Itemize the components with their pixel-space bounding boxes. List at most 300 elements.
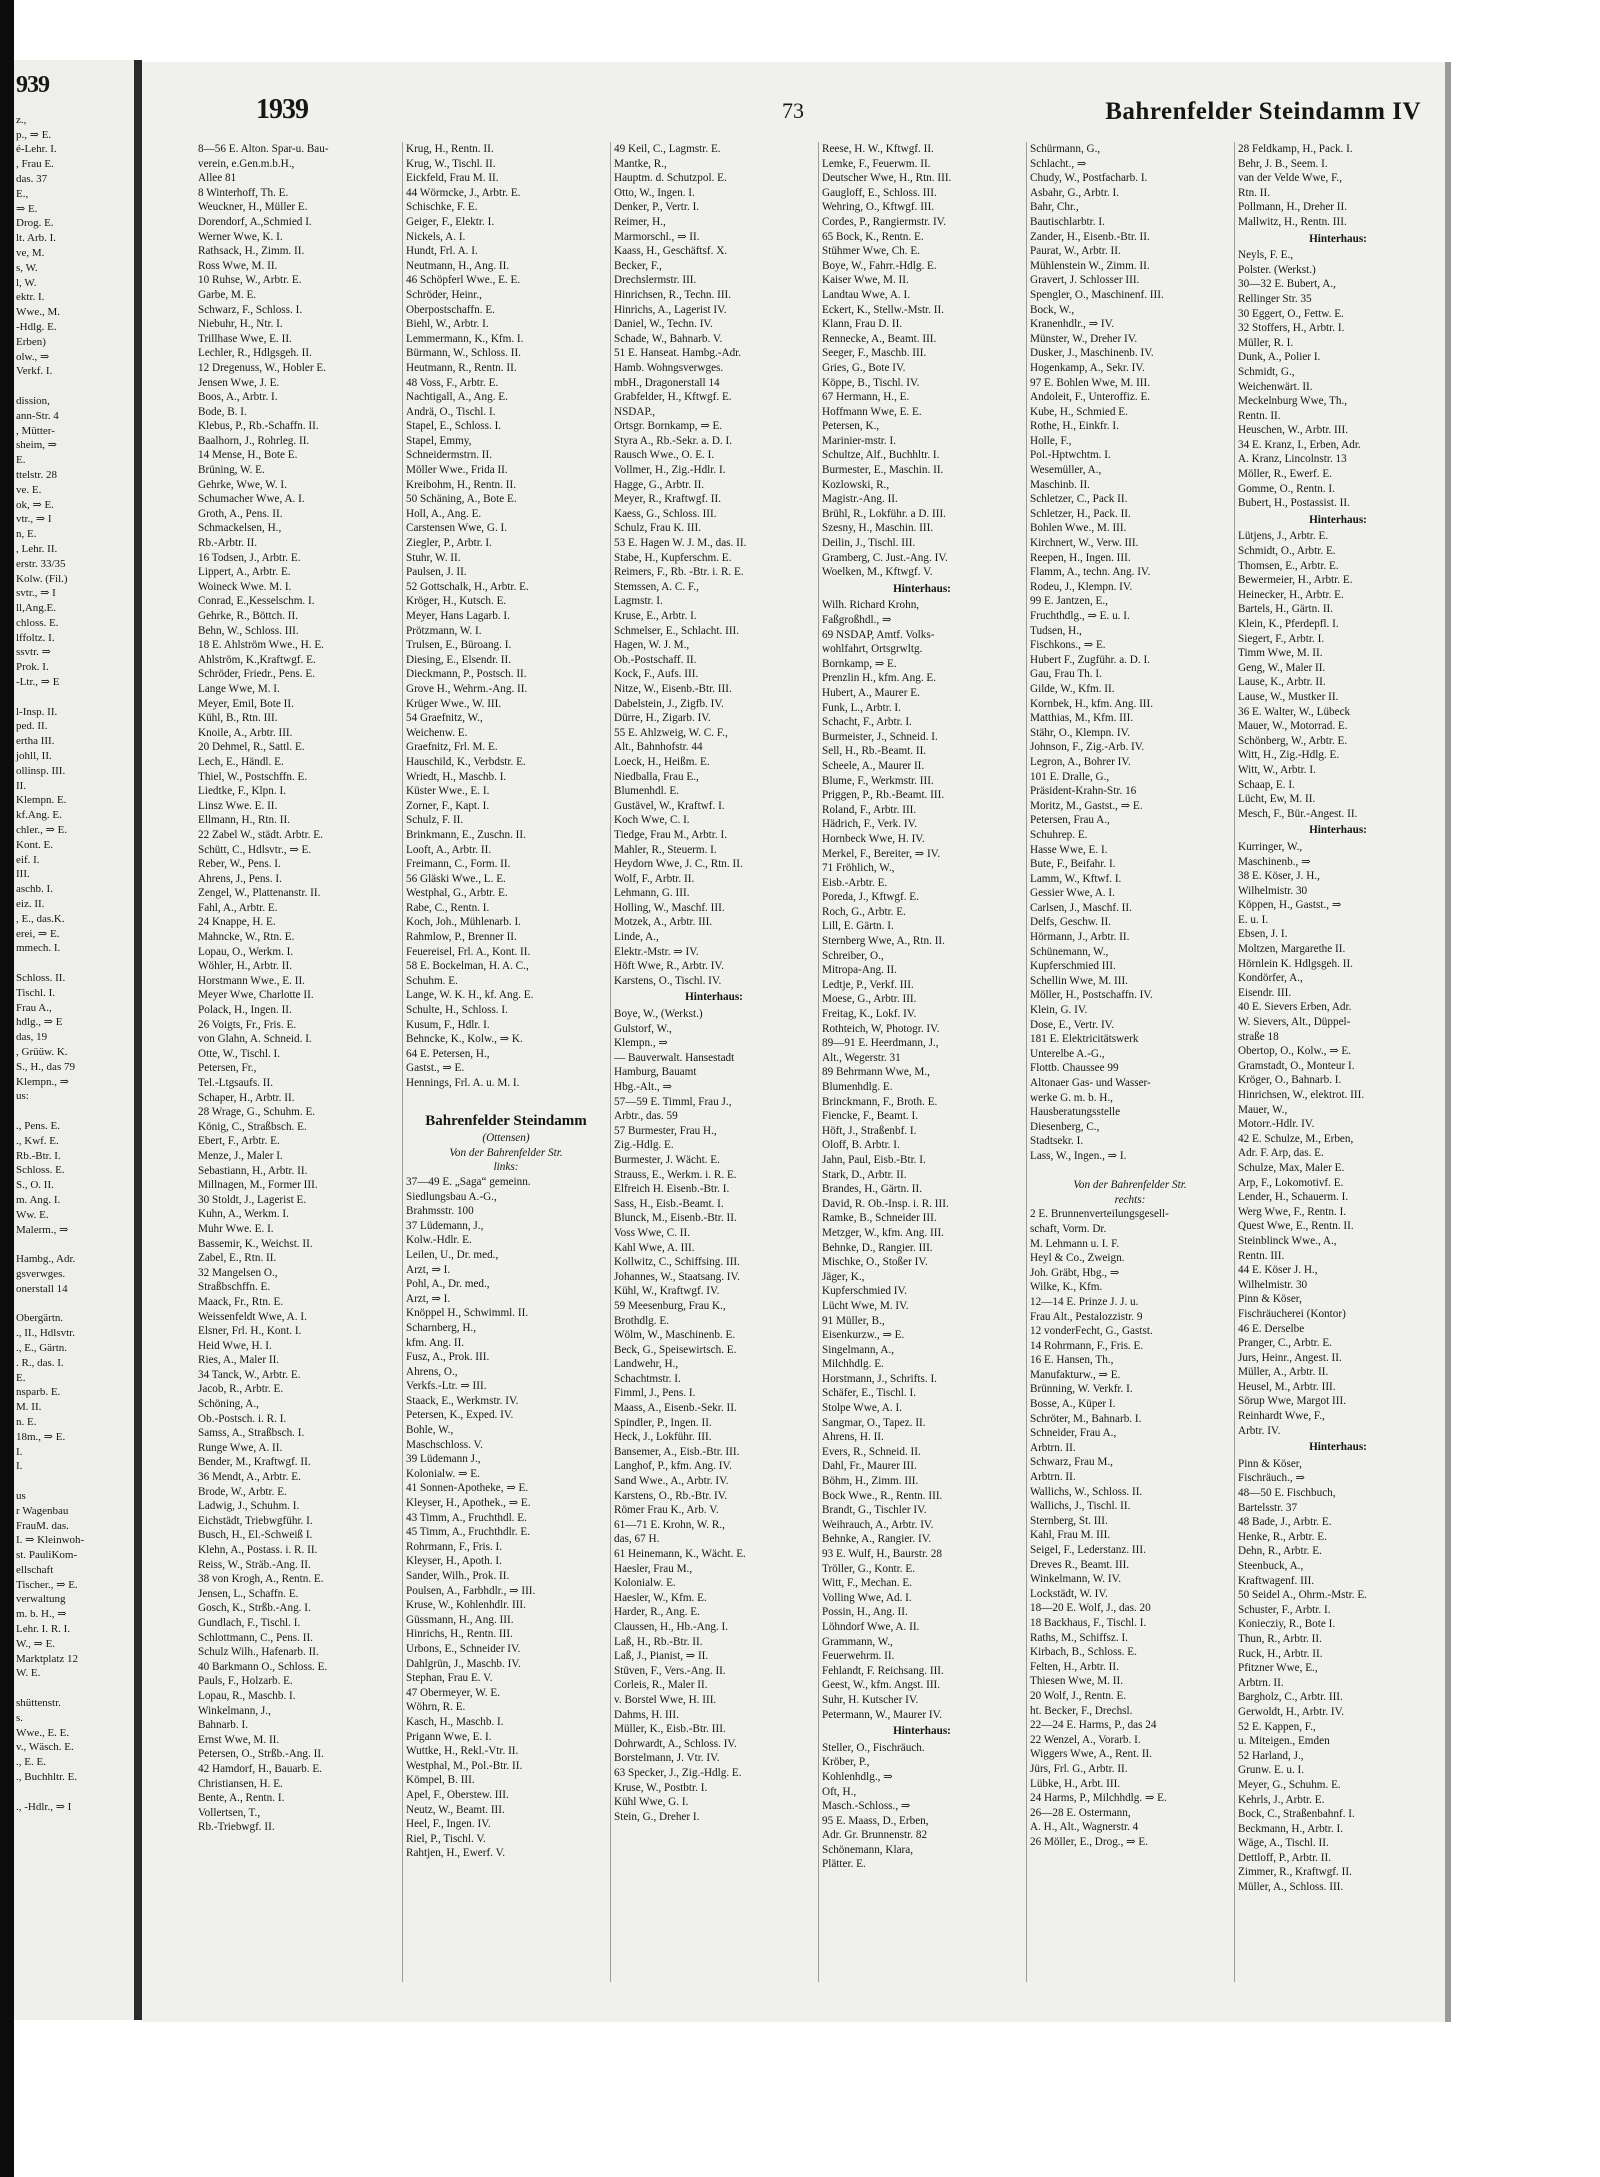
directory-entry: 52 Gottschalk, H., Arbtr. E. xyxy=(406,580,529,593)
directory-entry: Langhof, P., kfm. Ang. IV. xyxy=(614,1460,732,1473)
directory-entry: Böhm, H., Zimm. III. xyxy=(822,1475,919,1488)
directory-entry: Boye, W., (Werkst.) xyxy=(614,1008,703,1021)
directory-entry: Szesny, H., Maschin. III. xyxy=(822,522,934,535)
directory-entry: Weihrauch, A., Arbtr. IV. xyxy=(822,1518,934,1531)
directory-entry: Claussen, H., Hb.-Ang. I. xyxy=(614,1620,729,1633)
directory-entry: 89 Behrmann Wwe, M., xyxy=(822,1066,930,1079)
directory-entry: 52 E. Kappen, F., xyxy=(1238,1720,1316,1733)
directory-entry: Prötzmann, W. I. xyxy=(406,624,482,637)
directory-entry: Westphal, G., Arbtr. E. xyxy=(406,887,508,900)
directory-entry: Klein, K., Pferdepfl. I. xyxy=(1238,618,1339,630)
directory-entry: Blume, F., Werkmstr. III. xyxy=(822,774,934,787)
directory-entry: Kolonialw. ⇒ E. xyxy=(406,1467,480,1480)
directory-entry: Grammann, W., xyxy=(822,1635,893,1648)
directory-entry: Dettloff, P., Arbtr. II. xyxy=(1238,1851,1332,1864)
directory-entry: Sörup Wwe, Margot III. xyxy=(1238,1395,1347,1408)
directory-entry: Burmester, J. Wächt. E. xyxy=(614,1153,720,1166)
directory-entry: Bewermeier, H., Arbtr. E. xyxy=(1238,574,1353,587)
prev-page-line: chler., ⇒ E. xyxy=(16,824,68,837)
directory-entry: Kruse, W., Kohlenhdlr. III. xyxy=(406,1599,526,1612)
directory-entry: Ruck, H., Arbtr. II. xyxy=(1238,1647,1323,1660)
directory-entry: Schade, W., Bahnarb. V. xyxy=(614,332,723,345)
directory-entry: Mallwitz, H., Rentn. III. xyxy=(1238,215,1347,228)
directory-entry: Dreves R., Beamt. III. xyxy=(1030,1558,1130,1571)
directory-entry: Brahmsstr. 100 xyxy=(406,1205,474,1218)
prev-page-line: johll, II. xyxy=(16,750,52,763)
directory-entry: NSDAP., xyxy=(614,405,656,418)
directory-entry: Behr, J. B., Seem. I. xyxy=(1238,157,1328,170)
directory-entry: Pranger, C., Arbtr. E. xyxy=(1238,1337,1333,1350)
prev-page-line: onerstall 14 xyxy=(16,1282,68,1295)
prev-page-line: -Ltr., ⇒ E xyxy=(16,676,60,689)
directory-entry: Seeger, F., Maschb. III. xyxy=(822,347,927,360)
directory-entry: Dose, E., Vertr. IV. xyxy=(1030,1018,1115,1031)
directory-entry: Wuttke, H., Rekl.-Vtr. II. xyxy=(406,1745,519,1758)
directory-entry: Marinier-mstr. I. xyxy=(822,434,897,447)
directory-entry: Kuhn, A., Werkm. I. xyxy=(198,1208,289,1221)
prev-page-line: I. xyxy=(16,1460,23,1473)
directory-entry: 22 Zabel W., städt. Arbtr. E. xyxy=(198,828,323,841)
directory-entry: Bargholz, C., Arbtr. III. xyxy=(1238,1691,1343,1704)
directory-entry: Oloff, B. Arbtr. I. xyxy=(822,1139,900,1152)
directory-entry: 71 Fröhlich, W., xyxy=(822,862,895,875)
directory-entry: Heinecker, H., Arbtr. E. xyxy=(1238,588,1344,601)
directory-entry: Andrä, O., Tischl. I. xyxy=(406,405,496,418)
prev-page-line: ped. II. xyxy=(16,720,48,733)
directory-entry: Diesenberg, C., xyxy=(1030,1120,1100,1133)
directory-entry: Schulte, H., Schloss. I. xyxy=(406,1004,508,1017)
directory-entry: Müller, A., Schloss. III. xyxy=(1238,1881,1344,1894)
prev-page-line: erstr. 33/35 xyxy=(16,557,66,570)
directory-entry: Gosch, K., Strßb.-Ang. I. xyxy=(198,1602,311,1615)
directory-entry: 56 Gläski Wwe., L. E. xyxy=(406,872,506,885)
directory-entry: Zimmer, R., Kraftwgf. II. xyxy=(1238,1866,1352,1879)
directory-entry: rechts: xyxy=(1114,1193,1146,1206)
directory-entry: Freimann, C., Form. II. xyxy=(406,858,511,871)
directory-entry: Stühmer Wwe, Ch. E. xyxy=(822,245,920,258)
previous-page-fragment xyxy=(14,60,134,2020)
directory-entry: Millnagen, M., Former III. xyxy=(198,1179,318,1192)
directory-entry: Arbtrn. II. xyxy=(1030,1441,1076,1454)
directory-entry: Hamburg, Bauamt xyxy=(614,1066,697,1079)
directory-entry: Pollmann, H., Dreher II. xyxy=(1238,201,1348,214)
directory-entry: Horstmann Wwe., E. II. xyxy=(198,974,305,987)
header-year: 1939 xyxy=(256,94,308,125)
prev-page-line: ., -Hdlr., ⇒ I xyxy=(16,1800,72,1813)
prev-page-line: sheim, ⇒ xyxy=(16,439,57,452)
prev-page-line: , Grüüw. K. xyxy=(16,1046,68,1058)
prev-page-line xyxy=(14,1681,134,1696)
hinterhaus-heading: Hinterhaus: xyxy=(1309,1441,1367,1454)
directory-entry: Sternberg Wwe, A., Rtn. II. xyxy=(822,935,945,948)
directory-column-1 xyxy=(198,142,398,1982)
directory-entry: Schaper, H., Arbtr. II. xyxy=(198,1091,295,1104)
directory-entry: Möller, H., Postschaffn. IV. xyxy=(1030,989,1153,1002)
prev-page-line: eif. I. xyxy=(16,853,40,866)
directory-entry: Masch.-Schloss., ⇒ xyxy=(822,1800,911,1813)
directory-entry: Höft, J., Straßenbf. I. xyxy=(822,1124,917,1137)
directory-entry: Deilin, J., Tischl. III. xyxy=(822,537,916,550)
directory-entry: Verkfs.-Ltr. ⇒ III. xyxy=(406,1380,487,1393)
directory-entry: Funk, L., Arbtr. I. xyxy=(822,701,901,714)
directory-entry: Blumenhdlg. E. xyxy=(822,1081,893,1093)
directory-entry: Garbe, M. E. xyxy=(198,288,257,301)
directory-entry: Thiel, W., Postschffn. E. xyxy=(198,770,308,783)
prev-page-year: 939 xyxy=(16,72,49,98)
directory-entry: Nachtigall, A., Ang. E. xyxy=(406,391,508,404)
directory-entry: (Ottensen) xyxy=(482,1132,530,1145)
directory-entry: Reese, H. W., Kftwgf. II. xyxy=(822,143,934,155)
directory-entry: Lehmann, G. III. xyxy=(614,887,690,900)
prev-page-line: ellschaft xyxy=(16,1563,54,1576)
directory-entry: Schlottmann, C., Pens. II. xyxy=(198,1631,313,1644)
directory-entry: Kaass, H., Geschäftsf. X. xyxy=(614,245,728,258)
directory-entry: Gramstadt, O., Monteur I. xyxy=(1238,1059,1355,1072)
directory-entry: Thomsen, E., Arbtr. E. xyxy=(1238,559,1339,572)
directory-entry: Schmackelsen, H., xyxy=(198,522,282,535)
directory-entry: Maschinenb., ⇒ xyxy=(1238,855,1311,868)
directory-entry: 61 Heinemann, K., Wächt. E. xyxy=(614,1548,746,1560)
prev-page-line: svtr., ⇒ I xyxy=(16,587,56,600)
directory-entry: Klann, Frau D. II. xyxy=(822,318,903,331)
directory-entry: Stähr, O., Klempn. IV. xyxy=(1030,726,1131,739)
prev-page-line: II. xyxy=(16,779,27,792)
directory-entry: Westphal, M., Pol.-Btr. II. xyxy=(406,1759,523,1772)
directory-entry: 43 Timm, A., Fruchthdl. E. xyxy=(406,1511,527,1524)
page-edge xyxy=(1445,62,1451,2022)
directory-entry: Fimml, J., Pens. I. xyxy=(614,1387,696,1400)
prev-page-line xyxy=(14,956,134,971)
directory-entry: Lill, E. Gärtn. I. xyxy=(822,920,894,933)
prev-page-line: E. xyxy=(16,454,26,467)
prev-page-line: Marktplatz 12 xyxy=(16,1652,79,1665)
directory-entry: 51 E. Hanseat. Hambg.-Adr. xyxy=(614,347,742,360)
directory-entry: Jäger, K., xyxy=(822,1270,865,1283)
directory-entry: Kröber, P., xyxy=(822,1756,870,1769)
directory-entry: Geng, W., Maler II. xyxy=(1238,661,1326,674)
directory-entry: Steinblinck Wwe., A., xyxy=(1238,1234,1337,1247)
directory-entry: Heel, F., Ingen. IV. xyxy=(406,1818,491,1831)
directory-entry: Bock, C., Straßenbahnf. I. xyxy=(1238,1808,1355,1821)
directory-entry: Schröter, M., Bahnarb. I. xyxy=(1030,1412,1142,1425)
directory-entry: Quest Wwe, E., Rentn. II. xyxy=(1238,1220,1354,1233)
directory-entry: Eichstädt, Triebwgführ. I. xyxy=(198,1514,313,1527)
directory-entry: 97 E. Bohlen Wwe, M. III. xyxy=(1030,376,1151,389)
directory-entry: Moltzen, Margarethe II. xyxy=(1238,943,1346,956)
directory-entry: 37 Lüdemann, J., xyxy=(406,1219,484,1232)
directory-entry: Stemssen, A. C. F., xyxy=(614,580,699,593)
prev-page-line: Klempn., ⇒ xyxy=(16,1075,69,1088)
directory-entry: Scharnberg, H., xyxy=(406,1321,477,1334)
directory-entry: Sangmar, O., Tapez. II. xyxy=(822,1416,926,1429)
directory-entry: Wesemüller, A., xyxy=(1030,464,1102,477)
directory-entry: Eisendr. III. xyxy=(1238,986,1292,999)
directory-entry: 67 Hermann, H., E. xyxy=(822,391,910,404)
directory-entry: Tröller, G., Kontr. E. xyxy=(822,1562,915,1575)
directory-entry: Liedtke, F., Klpn. I. xyxy=(198,785,286,798)
directory-entry: Lemmermann, K., Kfm. I. xyxy=(406,332,524,345)
directory-entry: Pinn & Köser, xyxy=(1238,1293,1302,1306)
directory-entry: Knöppel H., Schwimml. II. xyxy=(406,1307,529,1320)
directory-entry: Rahtjen, H., Ewerf. V. xyxy=(406,1847,506,1860)
directory-entry: Timm Wwe, M. II. xyxy=(1238,647,1323,660)
prev-page-line: ll,Ang.E. xyxy=(16,602,57,615)
directory-entry: Moese, G., Arbtr. III. xyxy=(822,993,917,1006)
prev-page-line: vtr., ⇒ I xyxy=(16,513,52,526)
directory-entry: Seigel, F., Lederstanz. III. xyxy=(1030,1544,1146,1556)
directory-entry: Stark, D., Arbtr. II. xyxy=(822,1168,907,1181)
prev-page-line: v., Wäsch. E. xyxy=(16,1741,74,1754)
directory-entry: ht. Becker, F., Drechsl. xyxy=(1030,1704,1133,1717)
directory-entry: Lechler, R., Hdlgsgeh. II. xyxy=(198,347,312,360)
directory-entry: Rodeu, J., Klempn. IV. xyxy=(1030,580,1133,593)
directory-entry: 53 E. Hagen W. J. M., das. II. xyxy=(614,537,747,550)
prev-page-line xyxy=(14,1474,134,1489)
directory-entry: Mahler, R., Steuerm. I. xyxy=(614,843,717,856)
directory-entry: Schulz, Frau K. III. xyxy=(614,522,701,535)
prev-page-line: Schloss. II. xyxy=(16,972,66,985)
directory-entry: Bohle, W., xyxy=(406,1424,454,1437)
directory-entry: Arzt, ⇒ I. xyxy=(406,1292,451,1305)
directory-entry: Faßgroßhdl., ⇒ xyxy=(822,614,892,626)
directory-entry: Arp, F., Lokomotivf. E. xyxy=(1238,1176,1344,1189)
directory-entry: Köppen, H., Gastst., ⇒ xyxy=(1238,899,1342,912)
directory-entry: Kock, F., Aufs. III. xyxy=(614,668,699,681)
prev-page-line: hdlg., ⇒ E xyxy=(16,1016,63,1029)
directory-entry: Burmester, E., Maschin. II. xyxy=(822,464,944,477)
directory-entry: Jensen, L., Schaffn. E. xyxy=(198,1587,299,1600)
directory-entry: 57 Burmester, Frau H., xyxy=(614,1124,717,1137)
directory-entry: Ob.-Postschaff. II. xyxy=(614,653,697,666)
directory-entry: Menze, J., Maler I. xyxy=(198,1149,283,1162)
directory-entry: Vollertsen, T., xyxy=(198,1806,261,1819)
directory-entry: Gomme, O., Rentn. I. xyxy=(1238,482,1335,495)
directory-entry: 16 E. Hansen, Th., xyxy=(1030,1354,1114,1367)
directory-entry: 36 Mendt, A., Arbtr. E. xyxy=(198,1471,301,1484)
page-number: 73 xyxy=(782,98,804,123)
directory-entry: Weichenw. E. xyxy=(406,726,468,739)
prev-page-line: ., Pens. E. xyxy=(16,1119,60,1132)
directory-entry: Knoile, A., Arbtr. III. xyxy=(198,726,293,739)
directory-entry: Hasse Wwe, E. I. xyxy=(1030,843,1108,856)
directory-entry: Kupferschmied III. xyxy=(1030,960,1116,973)
directory-entry: Kolonialw. E. xyxy=(614,1577,676,1590)
prev-page-line: ertha III. xyxy=(16,735,55,748)
directory-entry: Stuhr, W. II. xyxy=(406,551,461,564)
directory-entry: Frau Alt., Pestalozzistr. 9 xyxy=(1030,1310,1143,1323)
prev-page-line: Ww. E. xyxy=(16,1208,49,1221)
directory-entry: Brühl, R., Lokführ. a D. III. xyxy=(822,507,946,520)
directory-entry: 18 E. Ahlström Wwe., H. E. xyxy=(198,639,324,652)
prev-page-line: olw., ⇒ xyxy=(16,350,50,363)
directory-entry: Brothdlg. E. xyxy=(614,1314,670,1327)
directory-entry: Sander, Wilh., Prok. II. xyxy=(406,1570,510,1582)
directory-entry: 24 Knappe, H. E. xyxy=(198,916,276,929)
directory-entry: Wilke, K., Kfm. xyxy=(1030,1281,1103,1294)
directory-entry: Holling, W., Maschf. III. xyxy=(614,901,725,914)
directory-entry: Weichenwärt. II. xyxy=(1238,380,1313,393)
prev-page-line: st. PauliKom- xyxy=(16,1549,78,1562)
directory-entry: Ahrens, O., xyxy=(406,1365,458,1378)
directory-entry: 40 E. Sievers Erben, Adr. xyxy=(1238,1001,1352,1014)
directory-entry: v. Borstel Wwe, H. III. xyxy=(614,1693,717,1706)
prev-page-line: erei, ⇒ E. xyxy=(16,927,60,940)
directory-entry: Tiedge, Frau M., Arbtr. I. xyxy=(614,828,728,841)
directory-entry: Tudsen, H., xyxy=(1030,624,1082,637)
directory-entry: Singelmann, A., xyxy=(822,1343,895,1356)
prev-page-line: , Lehr. II. xyxy=(16,542,58,555)
directory-entry: Fischkons., ⇒ E. xyxy=(1030,639,1106,652)
directory-entry: Hogenkamp, A., Sekr. IV. xyxy=(1030,361,1145,374)
directory-entry: Holle, F., xyxy=(1030,434,1072,447)
directory-entry: Wolf, F., Arbtr. II. xyxy=(614,872,695,885)
prev-page-line: M. II. xyxy=(16,1401,42,1414)
directory-entry: Geest, W., kfm. Angst. III. xyxy=(822,1679,941,1692)
directory-entry: 69 NSDAP, Amtf. Volks- xyxy=(822,628,935,641)
directory-column-4 xyxy=(822,142,1022,1982)
street-section-heading: Bahrenfelder Steindamm xyxy=(425,1113,587,1130)
directory-entry: Wiggers Wwe, A., Rent. II. xyxy=(1030,1748,1153,1761)
directory-entry: Legron, A., Bohrer IV. xyxy=(1030,755,1131,768)
directory-entry: Ortsgr. Bornkamp, ⇒ E. xyxy=(614,420,723,433)
directory-entry: 22—24 E. Harms, P., das 24 xyxy=(1030,1719,1157,1732)
directory-entry: Zig.-Hdlg. E. xyxy=(614,1139,674,1152)
directory-entry: Brinckmann, F., Broth. E. xyxy=(822,1095,938,1108)
directory-entry: Tel.-Ltgsaufs. II. xyxy=(198,1077,274,1089)
directory-entry: 89—91 E. Heerdmann, J., xyxy=(822,1037,939,1050)
directory-entry: Strauss, E., Werkm. i. R. E. xyxy=(614,1168,737,1181)
directory-entry: 8—56 E. Alton. Spar-u. Bau- xyxy=(198,143,329,155)
directory-entry: Fischräuch., ⇒ xyxy=(1238,1472,1305,1485)
prev-page-line: é-Lehr. I. xyxy=(16,143,57,156)
directory-entry: Styra A., Rb.-Sekr. a. D. I. xyxy=(614,434,733,447)
prev-page-line: Hambg., Adr. xyxy=(16,1253,76,1266)
directory-entry: Niedballa, Frau E., xyxy=(614,770,699,783)
directory-entry: 34 Tanck, W., Arbtr. E. xyxy=(198,1368,301,1381)
directory-entry: Grabfelder, H., Kftwgf. E. xyxy=(614,391,732,404)
directory-entry: Schultze, Alf., Buchhltr. I. xyxy=(822,449,940,462)
directory-column-2 xyxy=(406,142,606,1982)
directory-entry: Gulstorf, W., xyxy=(614,1022,672,1035)
directory-entry: Hörnlein K. Hdlgsgeh. II. xyxy=(1238,957,1353,970)
directory-entry: Trillhase Wwe, E. II. xyxy=(198,332,292,345)
prev-page-line: , Mütter- xyxy=(16,424,55,437)
directory-entry: Neutz, W., Beamt. III. xyxy=(406,1803,505,1816)
directory-entry: Unterelbe A.-G., xyxy=(1030,1047,1105,1060)
directory-entry: Schulz, F. II. xyxy=(406,814,464,827)
directory-entry: Hagen, W. J. M., xyxy=(614,639,690,652)
directory-entry: Kozlowski, R., xyxy=(822,478,890,491)
directory-entry: Weissenfeldt Wwe, A. I. xyxy=(198,1310,307,1323)
column-rule xyxy=(1234,142,1235,1982)
directory-entry: A. H., Alt., Wagnerstr. 4 xyxy=(1030,1821,1139,1834)
directory-entry: 93 E. Wulf, H., Baurstr. 28 xyxy=(822,1548,942,1560)
directory-entry: Schuhm. E. xyxy=(406,974,458,987)
directory-entry: Blunck, M., Eisenb.-Btr. II. xyxy=(614,1212,737,1225)
directory-entry: Löhndorf Wwe, A. II. xyxy=(822,1620,920,1633)
directory-entry: Feuerwehrm. II. xyxy=(822,1650,895,1663)
directory-entry: Lamm, W., Kftwf. I. xyxy=(1030,872,1122,885)
directory-entry: Brandt, G., Tischler IV. xyxy=(822,1504,927,1517)
directory-entry: Neyls, F. E., xyxy=(1238,249,1294,262)
directory-entry: Lücht Wwe, M. IV. xyxy=(822,1299,909,1312)
directory-entry: Alt., Wegerstr. 31 xyxy=(822,1051,901,1064)
directory-entry: Heuschen, W., Arbtr. III. xyxy=(1238,424,1348,437)
directory-entry: Kraftwagenf. III. xyxy=(1238,1574,1315,1587)
prev-page-line: us xyxy=(16,1489,26,1502)
prev-page-line: eiz. II. xyxy=(16,898,45,911)
directory-entry: Hädrich, F., Verk. IV. xyxy=(822,818,918,831)
prev-page-line: ⇒ E. xyxy=(16,202,38,215)
directory-entry: Schürmann, G., xyxy=(1030,143,1101,155)
directory-entry: 24 Harms, P., Milchhdlg. ⇒ E. xyxy=(1030,1792,1167,1805)
directory-entry: 55 E. Ahlzweig, W. C. F., xyxy=(614,726,728,739)
directory-entry: Schischke, F. E. xyxy=(406,201,478,214)
directory-entry: Holl, A., Ang. E. xyxy=(406,507,482,520)
directory-entry: Pohl, A., Dr. med., xyxy=(406,1278,490,1291)
directory-entry: 65 Bock, K., Rentn. E. xyxy=(822,230,924,243)
directory-entry: Bassemir, K., Weichst. II. xyxy=(198,1237,313,1250)
directory-entry: 12 Dregenuss, W., Hobler E. xyxy=(198,361,327,374)
directory-entry: Kreibohm, H., Rentn. II. xyxy=(406,478,516,491)
directory-entry: Fahl, A., Arbtr. E. xyxy=(198,901,278,914)
directory-entry: Kirchnert, W., Verw. III. xyxy=(1030,537,1139,550)
directory-entry: Dürre, H., Zigarb. IV. xyxy=(614,712,711,725)
prev-page-line: Frau A., xyxy=(16,1001,52,1014)
directory-entry: Adr. F. Arp, das. E. xyxy=(1238,1147,1324,1160)
directory-entry: Wallichs, W., Schloss. II. xyxy=(1030,1485,1143,1498)
directory-entry: Niebuhr, H., Ntr. I. xyxy=(198,318,283,331)
directory-entry: Gries, G., Bote IV. xyxy=(822,361,906,374)
prev-page-line: Klempn. E. xyxy=(16,794,67,807)
directory-entry: Merkel, F., Bereiter, ⇒ IV. xyxy=(822,847,941,860)
directory-entry: Lopau, R., Maschb. I. xyxy=(198,1689,296,1702)
directory-entry: Prigann Wwe, E. I. xyxy=(406,1730,492,1743)
directory-entry: Alt., Bahnhofstr. 44 xyxy=(614,741,703,754)
directory-entry: 52 Harland, J., xyxy=(1238,1749,1304,1762)
directory-entry: Bode, B. I. xyxy=(198,405,247,418)
directory-entry: Loeck, H., Heißm. E. xyxy=(614,755,710,768)
directory-entry: Kleyser, H., Apoth. I. xyxy=(406,1555,502,1568)
directory-entry: Ledtje, P., Verkf. III. xyxy=(822,978,914,991)
directory-entry: Mahncke, W., Rtn. E. xyxy=(198,931,295,944)
prev-page-line: S., H., das 79 xyxy=(16,1060,75,1073)
directory-entry: Heydorn Wwe, J. C., Rtn. II. xyxy=(614,858,743,871)
directory-entry: Behnke, A., Rangier. IV. xyxy=(822,1533,932,1546)
directory-entry: Paulsen, J. II. xyxy=(406,566,467,579)
directory-entry: Mischke, O., Stoßer IV. xyxy=(822,1256,928,1269)
directory-entry: 48 Bade, J., Arbtr. E. xyxy=(1238,1516,1332,1529)
directory-entry: Flottb. Chaussee 99 xyxy=(1030,1062,1119,1075)
prev-page-line: Lehr. I. R. I. xyxy=(16,1623,71,1636)
directory-entry: Mesch, F., Bür.-Angest. II. xyxy=(1238,807,1358,820)
directory-entry: Schneidermstrn. II. xyxy=(406,449,493,462)
directory-entry: Schaap, E. I. xyxy=(1238,778,1295,791)
directory-entry: Nitze, W., Eisenb.-Btr. III. xyxy=(614,682,732,695)
directory-entry: Ob.-Postsch. i. R. I. xyxy=(198,1412,287,1425)
directory-column-6 xyxy=(1238,142,1438,1982)
prev-page-line: s, W. xyxy=(16,261,38,274)
directory-entry: Elektr.-Mstr. ⇒ IV. xyxy=(614,945,699,958)
directory-entry: Woineck Wwe. M. I. xyxy=(198,580,292,593)
directory-entry: Poreda, J., Kftwgf. E. xyxy=(822,891,919,904)
prev-page-line: n, E. xyxy=(16,528,37,541)
directory-entry: das, 67 H. xyxy=(614,1533,660,1546)
directory-entry: Witt, W., Arbtr. I. xyxy=(1238,763,1316,776)
directory-entry: Lange, W. K. H., kf. Ang. E. xyxy=(406,989,534,1002)
directory-entry: Von der Bahrenfelder Str. xyxy=(449,1146,563,1159)
directory-entry: 64 E. Petersen, H., xyxy=(406,1047,490,1060)
